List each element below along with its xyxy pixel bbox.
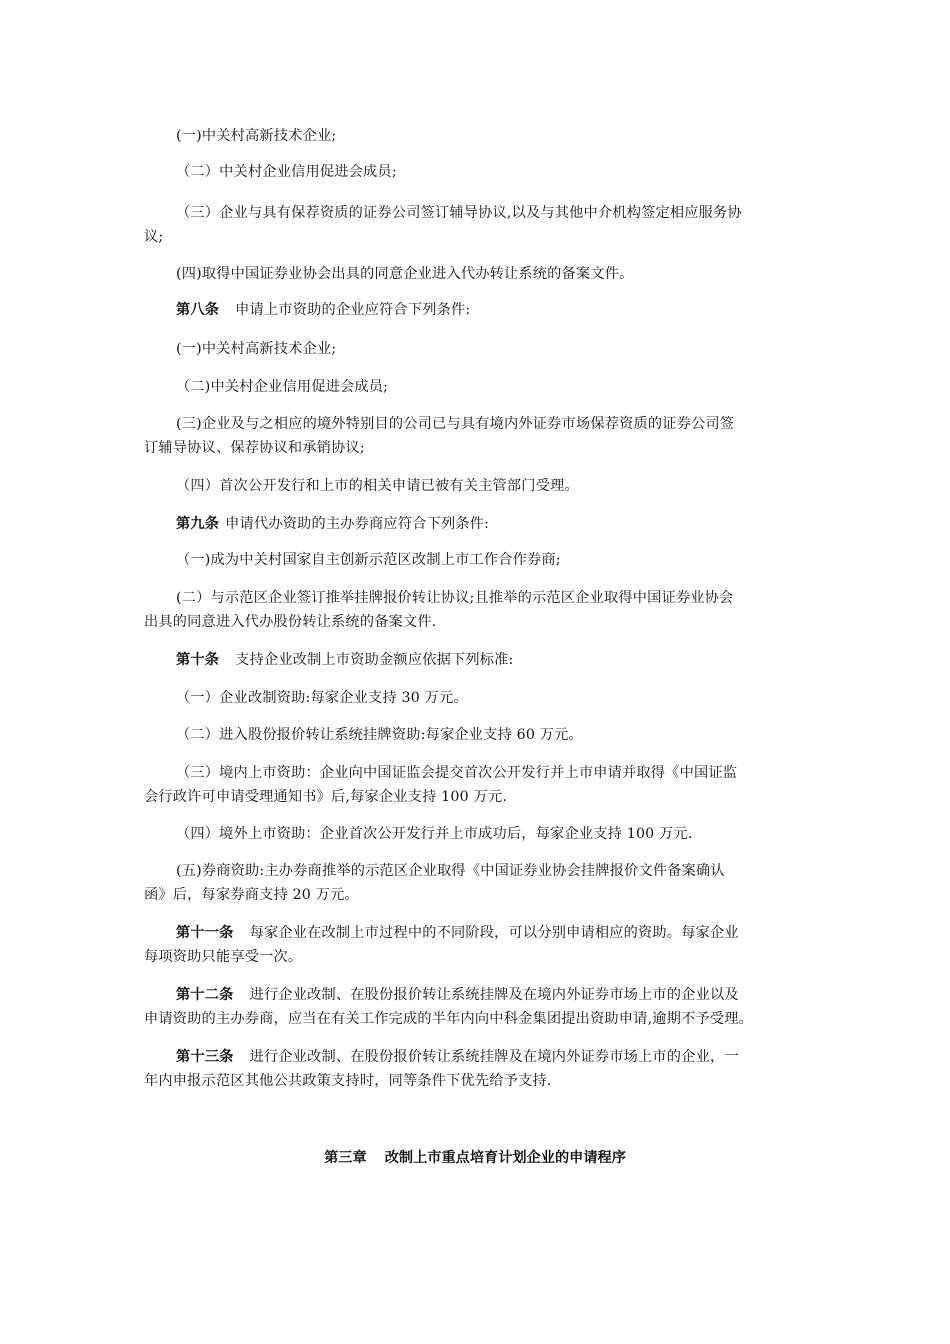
paragraph-line: 进行企业改制、在股份报价转让系统挂牌及在境内外证券市场上市的企业，一	[249, 1049, 739, 1065]
paragraph-line: （四）境外上市资助：企业首次公开发行并上市成功后，每家企业支持 100 万元.	[176, 826, 693, 842]
chapter-number: 第三章	[324, 1150, 367, 1166]
paragraph-16	[144, 761, 824, 809]
paragraph-line: 议;	[144, 229, 164, 245]
paragraph-line: (三)企业及与之相应的境外特别目的公司已与具有境内外证券市场保荐资质的证券公司签	[176, 416, 735, 432]
article-13	[144, 1045, 824, 1093]
paragraph-line: 订辅导协议、保荐协议和承销协议;	[144, 440, 365, 456]
paragraph-line: 每项资助只能享受一次。	[144, 949, 303, 965]
paragraph-7	[144, 375, 824, 399]
paragraph-14	[144, 686, 824, 710]
paragraph-12	[144, 586, 824, 634]
paragraph-line: （二）进入股份报价转让系统挂牌资助:每家企业支持 60 万元。	[176, 727, 583, 743]
paragraph-line: （四）首次公开发行和上市的相关申请已被有关主管部门受理。	[176, 478, 579, 494]
paragraph-17	[144, 822, 824, 846]
article-8	[144, 298, 824, 322]
paragraph-line: (一)中关村高新技术企业;	[176, 128, 337, 144]
chapter-heading	[0, 1146, 950, 1170]
paragraph-8	[144, 412, 824, 460]
paragraph-line: （三）企业与具有保荐资质的证券公司签订辅导协议,以及与其他中介机构签定相应服务协	[176, 205, 742, 221]
paragraph-line: 申请上市资助的企业应符合下列条件:	[235, 302, 471, 318]
paragraph-line: （三）境内上市资助：企业向中国证监会提交首次公开发行并上市申请并取得《中国证监	[176, 765, 738, 781]
article-label: 第十条	[176, 652, 220, 668]
paragraph-line: (四)取得中国证券业协会出具的同意企业进入代办转让系统的备案文件。	[176, 266, 634, 282]
article-12	[144, 983, 824, 1031]
article-label: 第十一条	[176, 925, 234, 941]
article-11	[144, 921, 824, 969]
paragraph-18	[144, 859, 824, 907]
paragraph-3	[144, 201, 824, 249]
article-label: 第十二条	[176, 987, 234, 1003]
paragraph-2	[144, 160, 824, 184]
paragraph-line: (五)券商资助:主办券商推举的示范区企业取得《中国证券业协会挂牌报价文件备案确认	[176, 863, 725, 879]
paragraph-line: （一)成为中关村国家自主创新示范区改制上市工作合作券商;	[176, 552, 561, 568]
paragraph-11	[144, 548, 824, 572]
paragraph-line: （二)中关村企业信用促进会成员;	[176, 379, 389, 395]
paragraph-line: 申请代办资助的主办券商应符合下列条件:	[225, 516, 490, 532]
paragraph-4	[144, 262, 824, 286]
paragraph-line: 进行企业改制、在股份报价转让系统挂牌及在境内外证券市场上市的企业以及	[249, 987, 739, 1003]
paragraph-line: 年内申报示范区其他公共政策支持时，同等条件下优先给予支持.	[144, 1073, 552, 1089]
paragraph-line: 出具的同意进入代办股份转让系统的备案文件.	[144, 614, 437, 630]
paragraph-line: 支持企业改制上市资助金额应依据下列标准:	[235, 652, 514, 668]
article-label: 第八条	[176, 302, 220, 318]
paragraph-line: 函》后，每家券商支持 20 万元。	[144, 887, 359, 903]
paragraph-line: 申请资助的主办券商，应当在有关工作完成的半年内向中科金集团提出资助申请,逾期不予受理。	[144, 1011, 753, 1027]
paragraph-15	[144, 723, 824, 747]
chapter-title: 改制上市重点培育计划企业的申请程序	[384, 1150, 626, 1166]
article-9	[144, 512, 824, 536]
article-label: 第九条	[176, 516, 220, 532]
paragraph-9	[144, 474, 824, 498]
paragraph-line: 会行政许可申请受理通知书》后,每家企业支持 100 万元.	[144, 789, 508, 805]
paragraph-line: (二）与示范区企业签订推举挂牌报价转让协议;且推举的示范区企业取得中国证券业协会	[176, 590, 734, 606]
paragraph-1	[144, 124, 824, 148]
paragraph-line: （二）中关村企业信用促进会成员;	[176, 164, 397, 180]
article-10	[144, 648, 824, 672]
paragraph-line: （一）企业改制资助:每家企业支持 30 万元。	[176, 690, 468, 706]
paragraph-line: 每家企业在改制上市过程中的不同阶段，可以分别申请相应的资助。每家企业	[249, 925, 739, 941]
paragraph-6	[144, 337, 824, 361]
paragraph-line: (一)中关村高新技术企业;	[176, 341, 337, 357]
article-label: 第十三条	[176, 1049, 234, 1065]
